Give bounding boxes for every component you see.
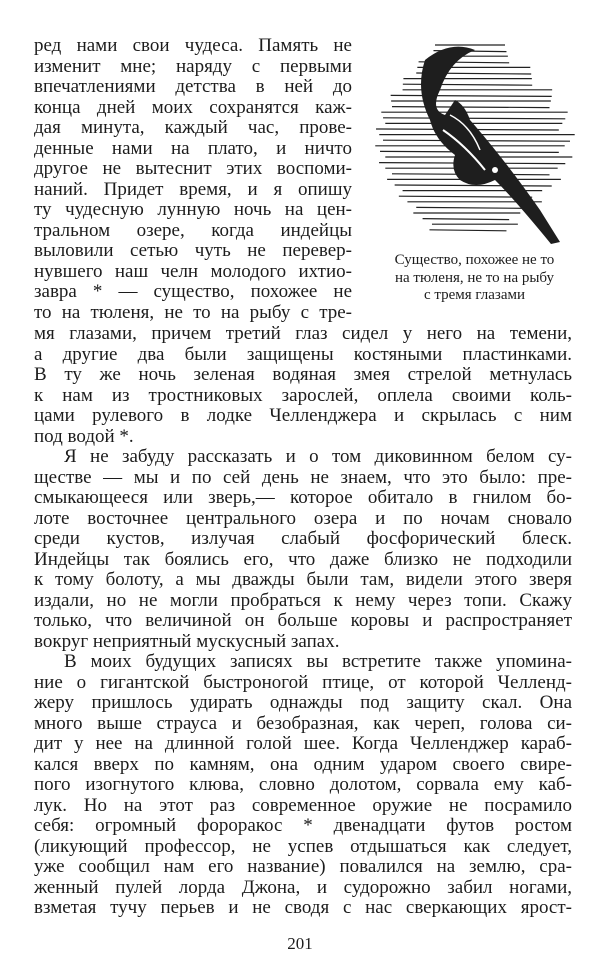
text-line: издали, но не могли пробраться к нему через топи. Скажу: [34, 589, 572, 611]
text-column-beside-figure: [34, 36, 352, 323]
text-line: лоте восточнее центрального озера и по ночам сновало: [34, 507, 572, 529]
text-line: женный пулей лорда Джона, и судорожно забил ногами,: [34, 876, 572, 898]
hatch-stroke: [392, 107, 550, 108]
text-line: пого изогнутого клюва, словно долотом, сорвала ему каб-: [34, 774, 572, 795]
text-line: а другие два были защищены костяными пластинками.: [34, 343, 572, 365]
text-line: Индейцы так боялись его, что даже близко не подходили: [34, 548, 572, 570]
text-line: (ликующий профессор, не успев отдышаться как следует,: [34, 835, 572, 857]
text-line: смыкающееся или зверь,— которое обитало в гнилом бо-: [34, 487, 572, 508]
text-line: выловили сетью чуть не перевер-: [34, 240, 352, 261]
text-line: денные нами на плато, и ничто: [34, 137, 352, 159]
hatch-stroke: [423, 219, 510, 220]
text-line: впечатлениями детства в ней до: [34, 76, 352, 97]
text-line: лук. Но на этот раз современное оружие не посрамило: [34, 794, 572, 816]
text-line: дит у нее на длинной голой шее. Когда Челленджер караб-: [34, 733, 572, 754]
text-line: Я не забуду рассказать и о том диковинном белом су-: [64, 446, 572, 467]
caption-line: на тюленя, не то на рыбу: [394, 269, 554, 286]
hatch-stroke: [383, 118, 565, 119]
caption-line: Существо, похожее не то: [394, 252, 555, 268]
text-line: наний. Придет время, и я опишу: [34, 178, 352, 200]
text-line: много выше страуса и безобразная, как череп, голова си-: [34, 712, 572, 734]
text-line: дая минута, каждый час, прове-: [34, 117, 352, 138]
text-line: вокруг неприятный мускусный запах.: [34, 630, 340, 652]
hatch-stroke: [391, 95, 552, 96]
caption-line: с тремя глазами: [423, 287, 526, 303]
figure-caption: [372, 252, 577, 305]
text-line: конца дней моих сохранятся каж-: [34, 96, 352, 118]
text-line: цами рулевого в лодке Челленджера и скрылась с ним: [34, 405, 572, 426]
text-body-full-width: [34, 324, 572, 919]
text-line: к тому болоту, а мы дважды были там, видели этого зверя: [34, 569, 572, 590]
hatch-stroke: [429, 230, 506, 231]
text-line: кался вверх по камням, она одним ударом своего свире-: [34, 753, 572, 775]
text-line: другое не вытеснит этих воспоми-: [34, 158, 352, 179]
text-line: В моих будущих записях вы встретите также упомина-: [64, 651, 572, 672]
text-line: ществе — мы и по сей день не знаем, что это было: пре-: [34, 466, 572, 488]
hatch-stroke: [416, 207, 531, 208]
hatch-stroke: [395, 185, 552, 186]
text-line: нувшего наш челн молодого ихтио-: [34, 260, 352, 282]
text-line: то на тюленя, не то на рыбу с тре-: [34, 301, 352, 323]
text-line: завра * — существо, похожее не: [34, 281, 352, 302]
text-line: к нам из тростниковых зарослей, оплела своими коль-: [34, 384, 572, 406]
text-line: под водой *.: [34, 425, 134, 447]
text-line: ту чудесную лунную ночь на цен-: [34, 199, 352, 220]
text-line: только, что величиной он больше коровы и распространяет: [34, 610, 572, 631]
text-line: тральном озере, когда индейцы: [34, 219, 352, 241]
text-line: ред нами свои чудеса. Память не: [34, 35, 352, 56]
text-line: себя: огромный фороракос * двенадцати футов ростом: [34, 815, 572, 836]
ichthyosaur-drawing: [355, 30, 585, 250]
ichthyosaur-illustration: [355, 30, 585, 250]
text-line: изменит мне; наряду с первыми: [34, 55, 352, 77]
text-line: жеру пришлось удирать однажды под защиту скал. Она: [34, 692, 572, 713]
text-line: ние о гигантской быстроногой птице, от которой Челленд-: [34, 671, 572, 693]
text-line: В ту же ночь зеленая водяная змея стрелой метнулась: [34, 364, 572, 385]
page-number: 201: [287, 934, 313, 953]
text-line: мя глазами, причем третий глаз сидел у него на темени,: [34, 323, 572, 344]
text-line: уже сообщил нам его название) повалился на землю, сра-: [34, 856, 572, 877]
text-line: среди кустов, излучая слабый фосфорический блеск.: [34, 528, 572, 549]
text-line: взметая тучу перьев и не сводя с нас сверкающих ярост-: [34, 897, 572, 918]
